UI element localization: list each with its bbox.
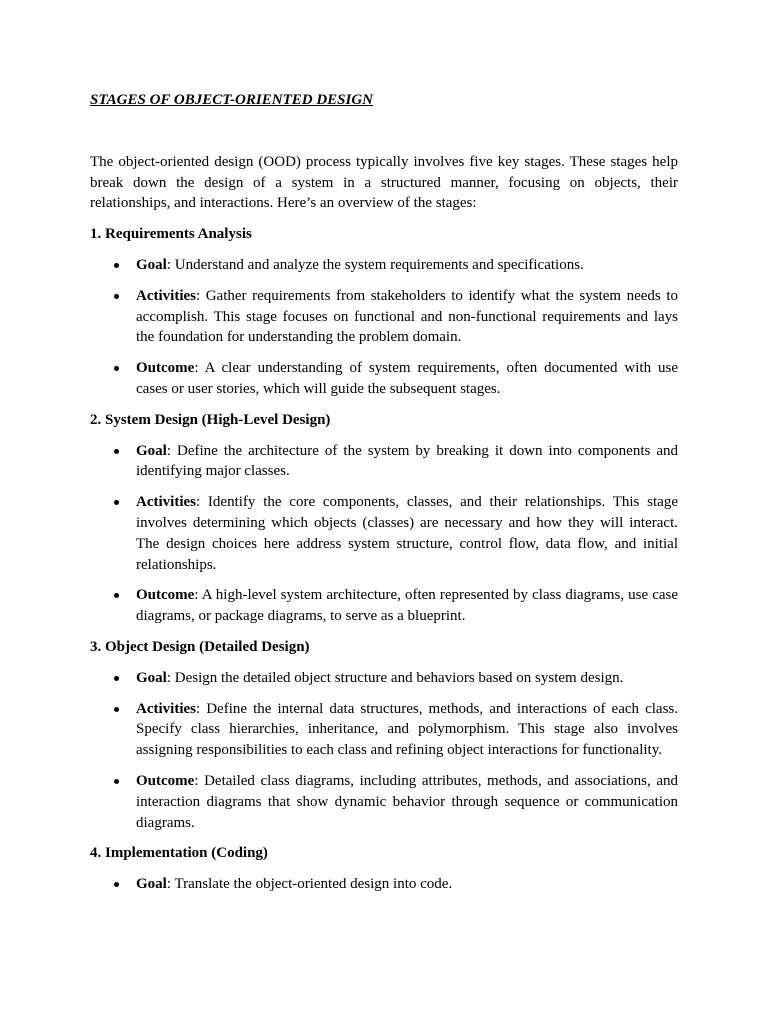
bullet-icon [114,294,119,299]
bullet-icon [114,882,119,887]
bullet-item-activities [90,699,678,761]
item-text: : Translate the object-oriented design into code. [166,876,453,893]
section-heading: 3. Object Design (Detailed Design) [90,638,310,655]
item-label: Goal [136,442,167,459]
item-text: : Design the detailed object structure and behaviors based on system design. [166,669,624,686]
bullet-icon [114,779,119,784]
bullet-item-outcome [90,585,678,627]
bullet-list [90,874,678,895]
item-label: Goal [136,876,167,893]
bullet-list [90,441,678,627]
item-text: : Detailed class diagrams, including attributes, methods, and associations, and interaction diagrams that show dynamic behavior through sequence or communication diagrams. [136,772,678,831]
bullet-item-goal [90,441,678,483]
bullet-item-outcome [90,771,678,833]
item-text: : Gather requirements from stakeholders to identify what the system needs to accomplish. This stage focuses on functional and non-functional requirements and lays the foundation for understanding the problem domain. [136,287,678,346]
bullet-icon [114,500,119,505]
item-label: Goal [136,669,167,686]
item-label: Outcome [136,360,195,377]
section-heading: 4. Implementation (Coding) [90,845,268,862]
item-text: : Define the internal data structures, methods, and interactions of each class. Specify class hierarchies, inheritance, and polymorphism. This stage also involves assigning responsibilities to each class and refining object interactions for functionality. [136,700,678,759]
bullet-icon [114,263,119,268]
bullet-icon [114,676,119,681]
bullet-icon [114,366,119,371]
bullet-list [90,668,678,834]
item-text: : Identify the core components, classes, and their relationships. This stage involves determining which objects (classes) are necessary and how they will interact. The design choices here address system structure, control flow, data flow, and initial relationships. [136,494,678,573]
bullet-item-goal [90,874,678,895]
item-text: : A high-level system architecture, often represented by class diagrams, use case diagrams, or package diagrams, to serve as a blueprint. [136,587,678,625]
bullet-item-goal [90,668,678,689]
item-text: : Understand and analyze the system requirements and specifications. [166,256,584,273]
item-label: Outcome [136,587,195,604]
item-label: Activities [136,287,196,304]
item-label: Activities [136,700,196,717]
section-object-design [90,637,678,833]
item-label: Activities [136,494,196,511]
item-text: : Define the architecture of the system by breaking it down into components and identifying major classes. [136,442,678,480]
section-heading: 2. System Design (High-Level Design) [90,411,331,428]
section-system-design [90,410,678,627]
item-label: Goal [136,256,167,273]
bullet-item-activities [90,492,678,575]
bullet-icon [114,707,119,712]
bullet-item-goal [90,255,678,276]
item-text: : A clear understanding of system requirements, often documented with use cases or user stories, which will guide the subsequent stages. [136,360,678,397]
document-title: STAGES OF OBJECT-ORIENTED DESIGN [90,92,374,108]
section-heading: 1. Requirements Analysis [90,226,252,243]
item-label: Outcome [136,772,195,789]
bullet-icon [114,593,119,598]
bullet-item-outcome [90,358,678,400]
intro-paragraph: The object-oriented design (OOD) process typically involves five key stages. These stages help break down the design of a system in a structured manner, focusing on objects, their relationships, and interactions. Here’s an overview of the stages: [90,153,678,212]
bullet-icon [114,449,119,454]
bullet-list [90,255,678,400]
section-implementation [90,843,678,895]
bullet-item-activities [90,286,678,348]
section-requirements-analysis [90,224,678,400]
